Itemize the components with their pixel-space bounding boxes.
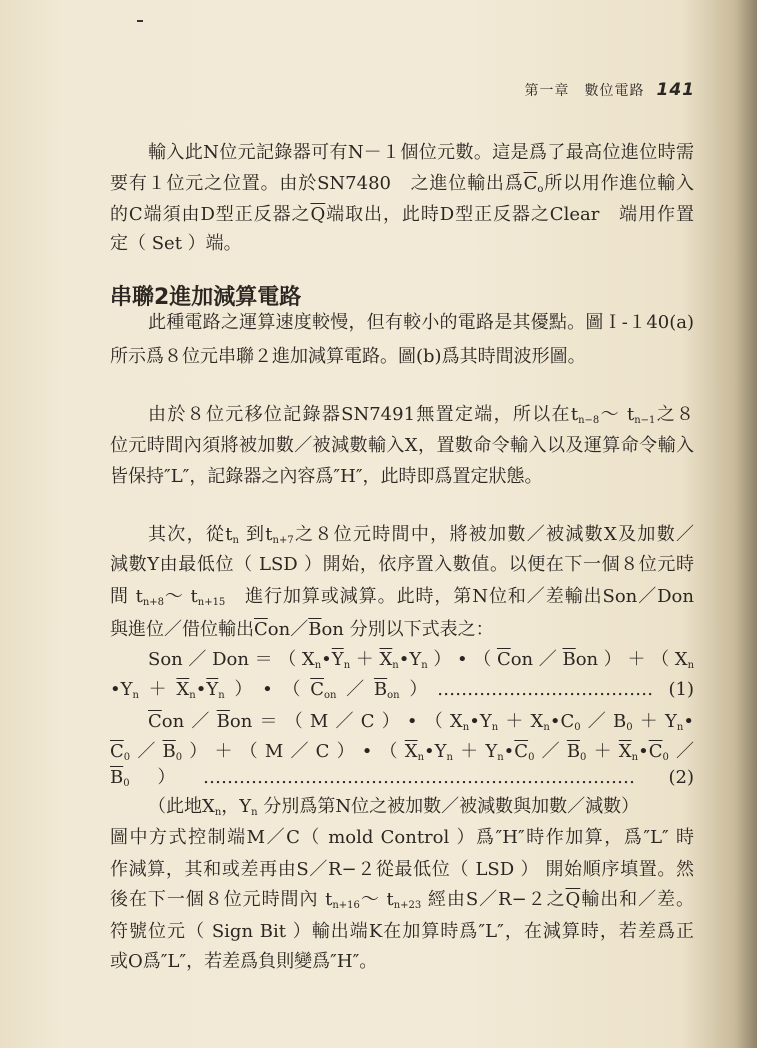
text-line xyxy=(110,231,694,257)
text-run: ）•（ xyxy=(427,649,497,670)
text-run: ，Y xyxy=(221,796,252,817)
subscript: n+23 xyxy=(393,900,422,911)
text-line xyxy=(110,464,694,490)
text-run: 進行加算或減算。此時，第N位和／差輸出Son／Don xyxy=(225,586,694,607)
text-run: 後在下一個８位元時間內 t xyxy=(110,889,333,910)
overlined-symbol: $\overline{B}$ xyxy=(373,679,388,700)
text-run: 位元時間內須將被加數／被減數輸入X，置數命令輸入以及運算命令輸入 xyxy=(110,435,694,456)
text-run: •Y xyxy=(469,711,492,732)
subscript: on xyxy=(323,690,337,701)
text-line xyxy=(110,949,694,975)
overlined-symbol: $\overline{B}$ xyxy=(162,741,176,762)
text-run: •C xyxy=(549,711,575,732)
text-run: 之８位元時間中，將被加數／被減數X及加數／ xyxy=(293,524,695,545)
text-run: ／ xyxy=(534,741,567,762)
text-run: ）＋（M／C）•（ xyxy=(182,741,405,762)
overlined-symbol: $\overline{B}$ xyxy=(308,619,322,640)
text-run: ）•（ xyxy=(224,679,311,700)
text-line xyxy=(148,522,694,548)
text-run: ／B xyxy=(580,711,627,732)
text-run: on＝（M／C）•（X xyxy=(229,711,463,732)
text-line xyxy=(148,647,694,673)
overlined-symbol: $\overline{B}$ xyxy=(566,741,581,762)
overlined-symbol: $\overline{Q}$ xyxy=(565,889,581,910)
subscript: n+16 xyxy=(332,900,360,911)
scan-mark xyxy=(137,20,143,22)
text-run: ／ xyxy=(130,741,163,762)
overlined-symbol: $\overline{C}$ xyxy=(254,619,268,640)
text-run: Son／Don＝（X xyxy=(148,649,315,670)
overlined-symbol: $\overline{Y}$ xyxy=(331,649,344,670)
page-number: 141 xyxy=(656,80,695,100)
text-run: 圖中方式控制端M／C（ mold Control ）爲″H″時作加算，爲″L″ 時 xyxy=(110,827,694,848)
chapter-title: 第一章 數位電路 xyxy=(524,83,645,99)
subscript: n xyxy=(446,752,453,763)
overlined-symbol: $\overline{B}$ xyxy=(216,711,230,732)
text-line xyxy=(110,765,694,791)
text-line xyxy=(148,794,694,820)
text-run: on）＋（X xyxy=(575,649,688,670)
text-line xyxy=(148,709,694,735)
subscript: o xyxy=(537,184,544,195)
overlined-symbol: $\overline{B}$ xyxy=(110,767,124,788)
text-run: ／ xyxy=(336,679,374,700)
subscript: on xyxy=(387,690,400,701)
text-line xyxy=(110,825,694,851)
subscript: 0 xyxy=(574,722,581,733)
overlined-symbol: $\overline{C}$ xyxy=(648,741,663,762)
text-run: on 分別以下式表之： xyxy=(321,619,494,640)
text-run: 之８ xyxy=(655,404,695,425)
overlined-symbol: $\overline{X}$ xyxy=(404,741,418,762)
text-run: 所以用作進位輸入 xyxy=(543,173,694,194)
text-run: • xyxy=(638,741,649,762)
text-run: 與進位／借位輸出 xyxy=(110,619,254,640)
text-run: 定（ Set ）端。 xyxy=(110,233,242,254)
text-run: •Y xyxy=(424,741,447,762)
subscript: n xyxy=(491,722,499,733)
text-line xyxy=(110,584,694,610)
overlined-symbol: $\overline{Q}$ xyxy=(310,204,326,225)
subscript: 0 xyxy=(175,752,183,763)
subscript: n xyxy=(251,807,258,818)
overlined-symbol: $\overline{X}$ xyxy=(176,679,190,700)
text-line xyxy=(110,433,694,459)
subscript: n xyxy=(631,752,639,763)
text-run: 符號位元（ Sign Bit ）輸出端K在加算時爲″L″，在減算時，若差爲正 xyxy=(110,921,694,942)
overlined-symbol: $\overline{C}$ xyxy=(110,741,124,762)
overlined-symbol: $\overline{C}$ xyxy=(148,711,162,732)
text-run: 輸入此N位元記錄器可有N－１個位元數。這是爲了最高位進位時需 xyxy=(148,142,694,163)
subscript: n xyxy=(189,690,196,701)
text-run: 端取出，此時D型正反器之Clear 端用作置 xyxy=(325,204,694,225)
subscript: 0 xyxy=(123,778,130,789)
text-line xyxy=(110,552,694,578)
subscript: n xyxy=(214,807,222,818)
text-run: 其次，從t xyxy=(148,524,233,545)
subscript: n−8 xyxy=(578,415,600,426)
text-run: 減數Y由最低位（ LSD ）開始，依序置入數值。以便在下一個８位元時 xyxy=(110,554,694,575)
text-line xyxy=(110,919,694,945)
overlined-symbol: $\overline{X}$ xyxy=(618,741,632,762)
subscript: n xyxy=(392,660,399,671)
subscript: 0 xyxy=(626,722,633,733)
text-run: （此地X xyxy=(148,796,215,817)
subscript: 0 xyxy=(662,752,669,763)
subscript: n xyxy=(343,660,351,671)
text-run: 皆保持″L″，記錄器之內容爲″H″，此時即爲置定狀態。 xyxy=(110,466,543,487)
text-run: 或O爲″L″，若差爲負則變爲″H″。 xyxy=(110,951,378,972)
text-run: ＋X xyxy=(498,711,544,732)
text-run: 間 t xyxy=(110,586,143,607)
overlined-symbol: $\overline{C}$ xyxy=(310,679,324,700)
subscript: n xyxy=(421,660,428,671)
text-line xyxy=(110,344,694,370)
subscript: n xyxy=(497,752,504,763)
subscript: n xyxy=(132,690,139,701)
text-run: • xyxy=(195,679,207,700)
subscript: 0 xyxy=(580,752,587,763)
text-run: •Y xyxy=(110,679,133,700)
subscript: n xyxy=(314,660,322,671)
text-run: 的C端須由D型正反器之 xyxy=(110,204,311,225)
overlined-symbol: $\overline{X}$ xyxy=(379,649,393,670)
overlined-symbol: $\overline{Y}$ xyxy=(206,679,219,700)
text-run: • xyxy=(321,649,332,670)
overlined-symbol: $\overline{C}$ xyxy=(496,649,511,670)
text-run: ／ xyxy=(668,741,695,762)
text-line xyxy=(110,202,694,228)
text-run: • xyxy=(503,741,515,762)
text-run: on／ xyxy=(510,649,563,670)
text-run: 分別爲第N位之被加數／被減數與加數／減數） xyxy=(257,796,640,817)
text-run: ）……………………………………………………………… (2) xyxy=(129,767,694,788)
text-run: ～ t xyxy=(359,889,394,910)
text-run: ～ t xyxy=(164,586,198,607)
subscript: n+15 xyxy=(197,597,226,608)
text-run: on／ xyxy=(161,711,217,732)
text-line xyxy=(148,402,694,428)
subscript: n xyxy=(417,752,425,763)
text-run: •Y xyxy=(398,649,422,670)
subscript: n xyxy=(543,722,550,733)
text-line xyxy=(110,887,694,913)
text-run: 此種電路之運算速度較慢，但有較小的電路是其優點。圖Ｉ-１40(a) xyxy=(148,312,694,333)
text-run: ＋ xyxy=(586,741,619,762)
subscript: n xyxy=(218,690,225,701)
text-run: ＋ xyxy=(138,679,177,700)
text-run: 由於８位元移位記錄器SN7491無置定端，所以在t xyxy=(148,404,579,425)
text-line xyxy=(110,617,694,643)
text-run: 輸出和／差。 xyxy=(580,889,694,910)
text-run: 到t xyxy=(238,524,273,545)
subscript: 0 xyxy=(123,752,131,763)
subscript: n xyxy=(676,722,684,733)
subscript: n+8 xyxy=(142,597,164,608)
running-header xyxy=(525,80,696,100)
text-run: ＋Y xyxy=(632,711,677,732)
text-line xyxy=(148,310,694,336)
text-line xyxy=(110,677,694,703)
text-run: 所示爲８位元串聯２進加減算電路。圖(b)爲其時間波形圖。 xyxy=(110,346,586,367)
text-run: on／ xyxy=(267,619,309,640)
text-run: 作減算，其和或差再由S／R−２從最低位（ LSD ） 開始順序填置。然 xyxy=(110,859,694,880)
text-line xyxy=(148,140,694,166)
subscript: n xyxy=(462,722,470,733)
text-run: ）……………………………… (1) xyxy=(399,679,695,700)
text-run: ～ t xyxy=(599,404,635,425)
subscript: n+7 xyxy=(272,535,294,546)
text-line xyxy=(110,857,694,883)
text-run: 要有１位元之位置。由於SN7480 之進位輸出爲 xyxy=(110,173,524,194)
overlined-symbol: $\overline{B}$ xyxy=(562,649,576,670)
text-line xyxy=(110,171,694,197)
text-line xyxy=(110,739,694,765)
text-run: 經由S／R−２之 xyxy=(421,889,566,910)
subscript: 0 xyxy=(528,752,535,763)
text-run: ＋Y xyxy=(452,741,498,762)
overlined-symbol: $\overline{C}$ xyxy=(523,173,538,194)
text-run: ＋ xyxy=(350,649,380,670)
subscript: n xyxy=(687,660,695,671)
overlined-symbol: $\overline{C}$ xyxy=(514,741,529,762)
subscript: n xyxy=(232,535,239,546)
section-heading: 串聯2進加減算電路 xyxy=(110,285,302,310)
text-run: • xyxy=(683,711,694,732)
subscript: n−1 xyxy=(634,415,656,426)
